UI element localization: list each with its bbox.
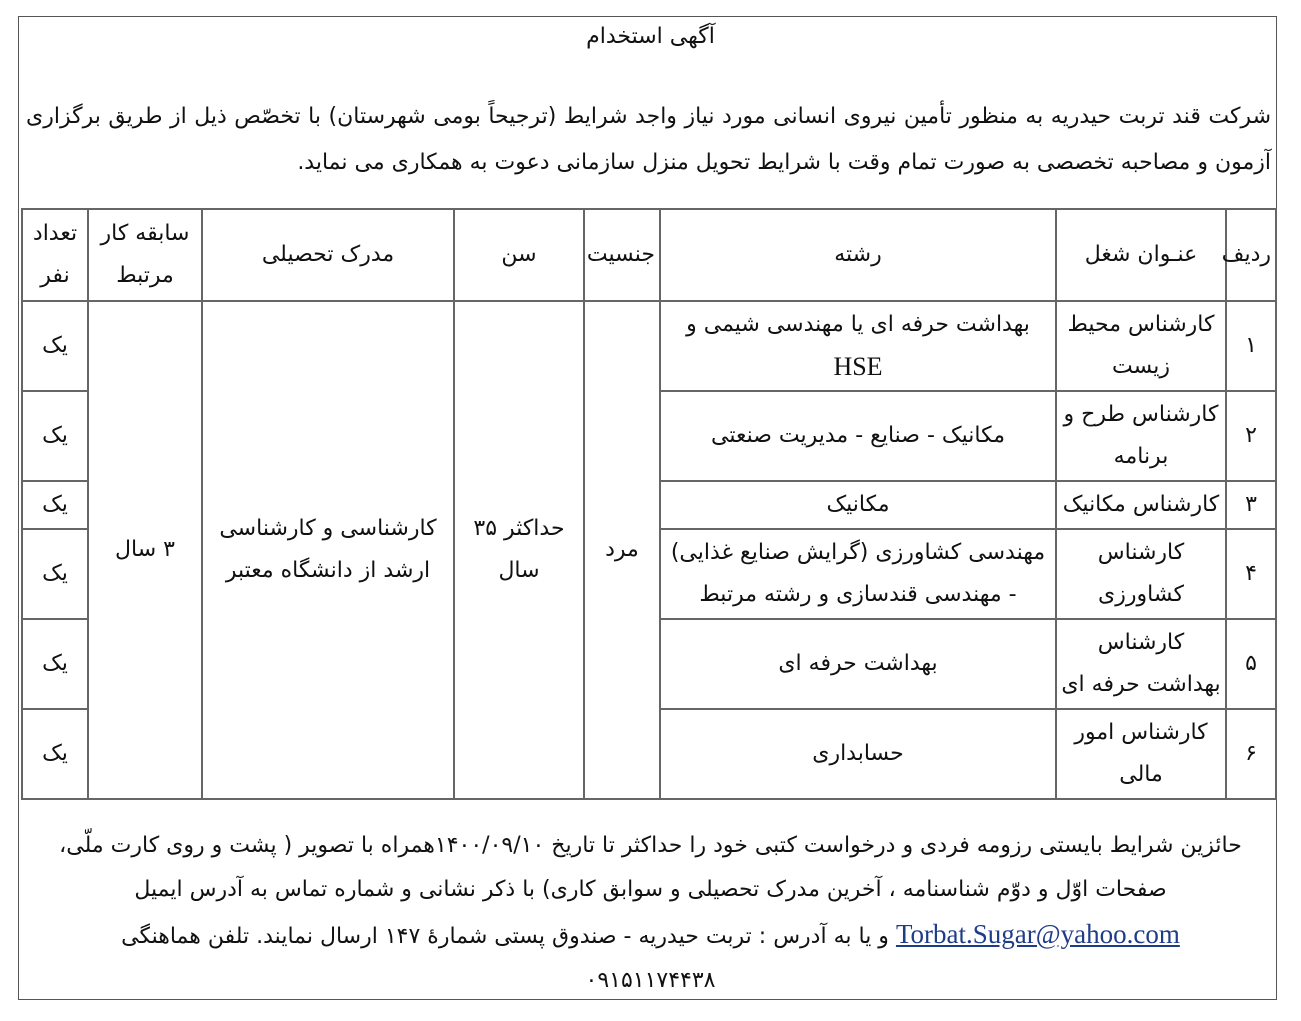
- application-instructions: [40, 824, 1261, 1003]
- field-cell: بهداشت حرفه ای: [660, 619, 1056, 709]
- email-link[interactable]: Torbat.Sugar@yahoo.com: [895, 919, 1180, 949]
- count-cell: یک: [22, 709, 88, 799]
- jobs-table: [21, 208, 1277, 800]
- experience-cell: ۳ سال: [88, 301, 202, 799]
- instructions-text: حائزین شرایط بایستی رزومه فردی و درخواست کتبی خود را حداکثر تا تاریخ ۱۴۰۰/۰۹/۱۰همراه با تصویر ( پشت و روی کارت ملّی، صفحات اوّل و دوّم شناسنامه ، آخرین مدرک تحصیلی و سوابق کاری) با ذکر نشانی و شماره تماس به آدرس ایمیل: [59, 833, 1242, 902]
- job-title: کارشناس بهداشت حرفه ای: [1056, 619, 1226, 709]
- count-cell: یک: [22, 301, 88, 391]
- job-title: کارشناس مکانیک: [1056, 481, 1226, 529]
- row-number: ۱: [1226, 301, 1276, 391]
- job-title: کارشناس محیط زیست: [1056, 301, 1226, 391]
- field-extra-text: HSE: [833, 352, 883, 381]
- row-number: ۳: [1226, 481, 1276, 529]
- row-number: ۶: [1226, 709, 1276, 799]
- degree-cell: کارشناسی و کارشناسی ارشد از دانشگاه معتبر: [202, 301, 454, 799]
- intro-paragraph: شرکت قند تربت حیدریه به منظور تأمین نیروی انسانی مورد نیاز واجد شرایط (ترجیحاً بومی شهرستان) با تخصّص ذیل از طریق برگزاری آزمون و مصاحبه تخصصی به صورت تمام وقت با شرایط تحویل منزل سازمانی دعوت به همکاری می نماید.: [26, 104, 1271, 175]
- header-experience: سابقه کار مرتبط: [88, 209, 202, 301]
- phone-number: ۰۹۱۵۱۱۷۴۴۳۸: [585, 968, 716, 993]
- field-cell: مهندسی کشاورزی (گرایش صنایع غذایی) - مهندسی قندسازی و رشته مرتبط: [660, 529, 1056, 619]
- count-cell: یک: [22, 619, 88, 709]
- header-row-number: ردیف: [1226, 209, 1276, 301]
- header-job-title: عنـوان شغل: [1056, 209, 1226, 301]
- field-cell: مکانیک - صنایع - مدیریت صنعتی: [660, 391, 1056, 481]
- job-title: کارشناس امور مالی: [1056, 709, 1226, 799]
- table-header-row: [22, 209, 1276, 301]
- row-number: ۲: [1226, 391, 1276, 481]
- row-number: ۴: [1226, 529, 1276, 619]
- address-text: و یا به آدرس : تربت حیدریه - صندوق پستی شمارۀ ۱۴۷ ارسال نمایند. تلفن هماهنگی: [121, 924, 889, 949]
- header-gender: جنسیت: [584, 209, 660, 301]
- field-cell: [660, 301, 1056, 391]
- count-cell: یک: [22, 529, 88, 619]
- age-cell: حداکثر ۳۵ سال: [454, 301, 584, 799]
- job-title: کارشناس طرح و برنامه: [1056, 391, 1226, 481]
- header-count: تعداد نفر: [22, 209, 88, 301]
- table-row: [22, 301, 1276, 391]
- gender-cell: مرد: [584, 301, 660, 799]
- count-cell: یک: [22, 481, 88, 529]
- field-text: بهداشت حرفه ای یا مهندسی شیمی و: [686, 312, 1030, 337]
- row-number: ۵: [1226, 619, 1276, 709]
- header-degree: مدرک تحصیلی: [202, 209, 454, 301]
- header-age: سن: [454, 209, 584, 301]
- count-cell: یک: [22, 391, 88, 481]
- job-title: کارشناس کشاورزی: [1056, 529, 1226, 619]
- field-cell: حسابداری: [660, 709, 1056, 799]
- header-field: رشته: [660, 209, 1056, 301]
- page-title: آگهی استخدام: [586, 24, 715, 49]
- field-cell: مکانیک: [660, 481, 1056, 529]
